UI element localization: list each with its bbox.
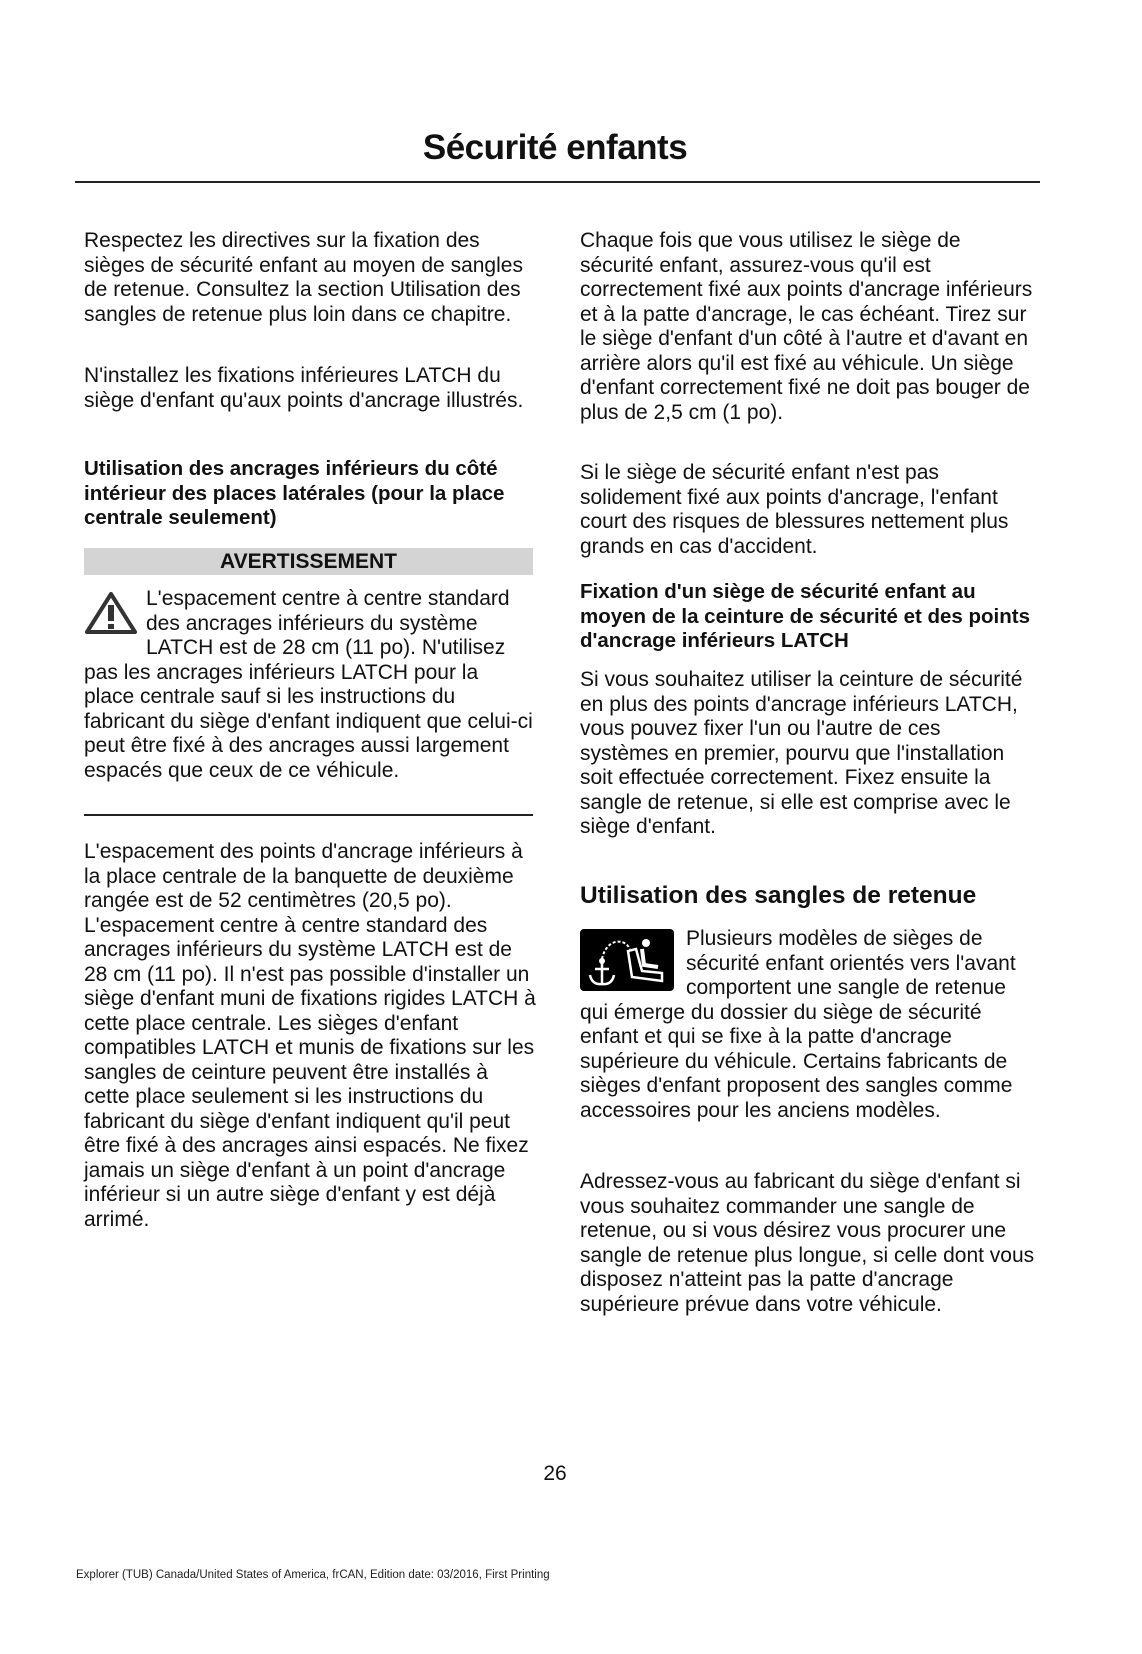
right-paragraph-3: Si vous souhaitez utiliser la ceinture de sécurité en plus des points d'ancrage inférieurs LATCH, vous pouvez fixer l'un ou l'autre de ces systèmes en premier, pourvu que l'installation soit effectuée correctement. Fixez ensuite la sangle de retenue, si elle est comprise avec le siège d'enfant. [580, 668, 1023, 838]
tether-heading: Utilisation des sangles de retenue [580, 882, 977, 909]
right-paragraph-2: Si le siège de sécurité enfant n'est pas solidement fixé aux points d'ancrage, l'enfant court des risques de blessures nettement plus grands en cas d'accident. [580, 461, 1009, 558]
tether-paragraph: Plusieurs modèles de sièges de sécurité enfant orientés vers l'avant comportent une sangle de retenue qui émerge du dossier du siège de sécurité enfant et qui se fixe à la patte d'ancrage supérieure du véhicule. Certains fabricants de sièges d'enfant proposent des sangles comme accessoires pour les anciens modèles. [580, 927, 1016, 1122]
page-number: 26 [543, 1462, 567, 1485]
child-seat-tether-anchor-icon [580, 929, 674, 998]
header-rule [75, 181, 1040, 183]
left-section-heading: Utilisation des ancrages inférieurs du côté intérieur des places latérales (pour la place centrale seulement) [84, 457, 505, 529]
tether-block [580, 927, 1035, 1123]
right-section-heading: Fixation d'un siège de sécurité enfant au moyen de la ceinture de sécurité et des points d'ancrage inférieurs LATCH [580, 580, 1030, 652]
right-paragraph-5: Adressez-vous au fabricant du siège d'enfant si vous souhaitez commander une sangle de retenue, ou si vous désirez vous procurer une sangle de retenue plus longue, si celle dont vous disposez n'atteint pas la patte d'ancrage supérieure prévue dans votre véhicule. [580, 1170, 1035, 1316]
warning-text: L'espacement centre à centre standard des ancrages inférieurs du système LATCH est de 28 cm (11 po). N'utilisez pas les ancrages inférieurs LATCH pour la place centrale sauf si les instructions du fabricant du siège d'enfant indiquent que celui-ci peut être fixé à des ancrages aussi largement espacés que ceux de ce véhicule. [84, 587, 533, 782]
right-paragraph-1: Chaque fois que vous utilisez le siège de sécurité enfant, assurez-vous qu'il est correctement fixé aux points d'ancrage inférieurs et à la patte d'ancrage, le cas échéant. Tirez sur le siège d'enfant d'un côté à l'autre et d'avant en arrière alors qu'il est fixé au véhicule. Un siège d'enfant correctement fixé ne doit pas bouger de plus de 2,5 cm (1 po). [580, 229, 1033, 424]
warning-triangle-icon [84, 591, 138, 642]
page-title: Sécurité enfants [422, 128, 688, 167]
warning-banner: AVERTISSEMENT [84, 548, 533, 575]
left-paragraph-2: N'installez les fixations inférieures LATCH du siège d'enfant qu'aux points d'ancrage illustrés. [84, 364, 524, 412]
warning-block [84, 587, 534, 783]
left-paragraph-3: L'espacement des points d'ancrage inférieurs à la place centrale de la banquette de deuxième rangée est de 52 centimètres (20,5 po). L'espacement centre à centre standard des ancrages inférieurs du système LATCH est de 28 cm (11 po). Il n'est pas possible d'installer un siège d'enfant muni de fixations rigides LATCH à cette place centrale. Les sièges d'enfant compatibles LATCH et munis de fixations sur les sangles de ceinture peuvent être installés à cette place seulement si les instructions du fabricant du siège d'enfant indiquent qu'il peut être fixé à des ancrages ainsi espacés. Ne fixez jamais un siège d'enfant à un point d'ancrage inférieur si un autre siège d'enfant y est déjà arrimé. [84, 840, 536, 1231]
warning-end-rule [84, 814, 533, 816]
left-paragraph-1: Respectez les directives sur la fixation des sièges de sécurité enfant au moyen de sangles de retenue. Consultez la section Utilisation des sangles de retenue plus loin dans ce chapitre. [84, 229, 523, 326]
edition-footer: Explorer (TUB) Canada/United States of America, frCAN, Edition date: 03/2016, First Printing [76, 1569, 550, 1581]
